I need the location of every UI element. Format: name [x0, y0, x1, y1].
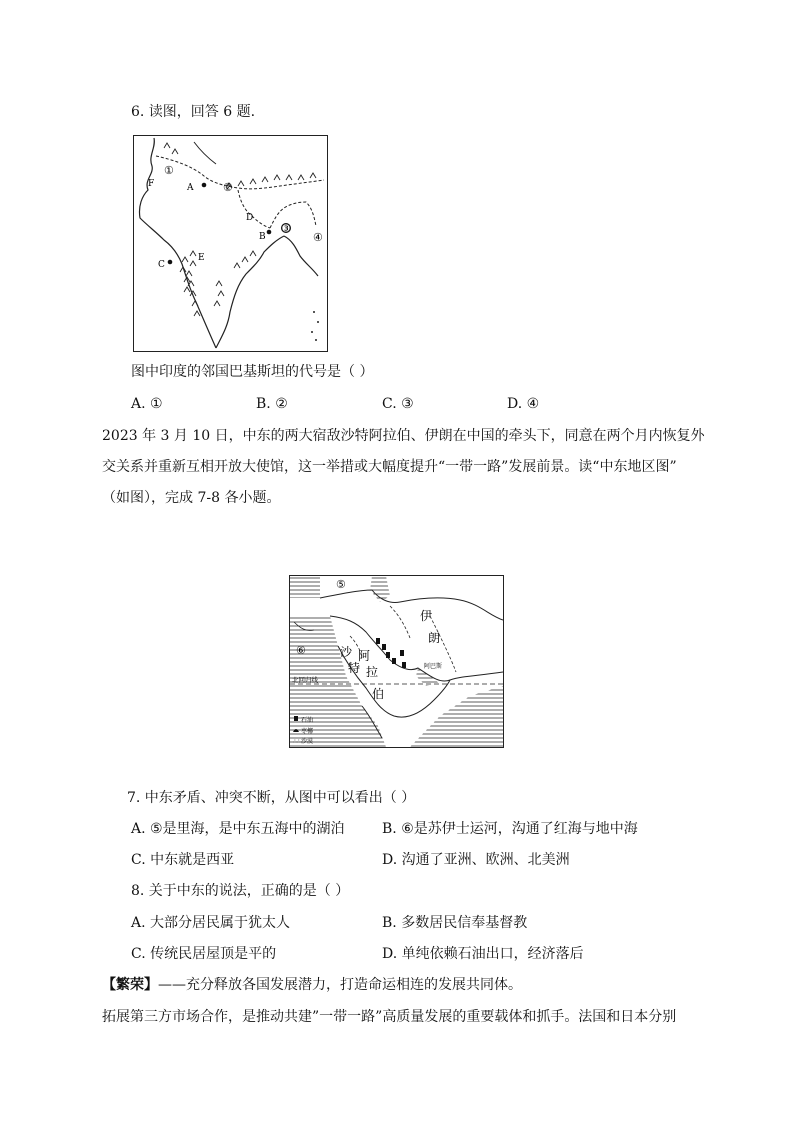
map2-label-la: 拉 — [366, 665, 379, 679]
map2-label-sha: 沙 — [340, 645, 353, 659]
q6-option-b[interactable]: B. ② — [256, 396, 288, 412]
intro-line-3: （如图），完成 7-8 各小题。 — [102, 490, 281, 506]
map1-label-4: ④ — [313, 231, 323, 244]
map2-legend-desert: 沙漠 — [301, 738, 314, 745]
map1-label-d: D — [246, 213, 254, 223]
section-line-2: 拓展第三方市场合作，是推动共建”一带一路”高质量发展的重要载体和抓手。法国和日本分别 — [102, 1009, 677, 1025]
middle-east-map — [289, 575, 504, 748]
map2-label-te: 特 — [348, 661, 361, 675]
q8-stem: 8. 关于中东的说法，正确的是（ ） — [131, 883, 350, 899]
q6-option-c[interactable]: C. ③ — [382, 396, 414, 412]
q8-option-d[interactable]: D. 单纯依赖石油出口，经济落后 — [382, 946, 584, 962]
map1-label-2: ② — [223, 181, 233, 194]
map2-label-5: ⑤ — [336, 578, 346, 591]
map2-legend-oil: 石油 — [301, 717, 314, 724]
map1-label-c: C — [158, 260, 165, 270]
intro-line-1: 2023 年 3 月 10 日，中东的两大宿敌沙特阿拉伯、伊朗在中国的牵头下，同意在两个月内恢复外 — [102, 428, 705, 444]
svg-text:∴∴: ∴∴ — [293, 738, 301, 745]
map2-label-yi: 伊 — [420, 609, 433, 623]
q8-option-c[interactable]: C. 传统民居屋顶是平的 — [131, 946, 277, 962]
q8-option-b[interactable]: B. 多数居民信奉基督教 — [382, 915, 528, 931]
q7-stem: 7. 中东矛盾、冲突不断，从图中可以看出（ ） — [127, 790, 416, 806]
south-asia-map — [133, 135, 328, 352]
intro-line-2: 交关系并重新互相开放大使馆，这一举措或大幅度提升“一带一路”发展前景。读“中东地区图” — [102, 459, 677, 475]
q6-option-d[interactable]: D. ④ — [507, 396, 540, 412]
q6-option-a[interactable]: A. ① — [131, 396, 163, 412]
map2-label-bo: 伯 — [372, 687, 385, 701]
middle-east-map-drawing — [290, 576, 503, 747]
section-heading — [102, 976, 522, 994]
map1-label-b: B — [259, 232, 266, 242]
map1-label-e: E — [198, 253, 205, 263]
map2-label-a: 阿 — [358, 649, 371, 663]
map1-label-3: ③ — [281, 222, 291, 235]
map1-label-a: A — [187, 183, 194, 193]
map2-label-abadan: 阿巴斯 — [424, 663, 443, 670]
q7-option-a[interactable]: A. ⑤是里海，是中东五海中的湖泊 — [131, 821, 345, 837]
map1-label-1: ① — [164, 164, 174, 177]
map2-label-6: ⑥ — [296, 644, 306, 657]
map2-label-lang: 朗 — [428, 631, 441, 645]
q6-stem: 6. 读图，回答 6 题. — [131, 104, 256, 120]
map1-label-f: F — [148, 179, 155, 189]
section-tag: 【繁荣】 — [102, 977, 158, 993]
map2-legend-date-palm: 枣椰 — [301, 728, 314, 735]
q7-option-b[interactable]: B. ⑥是苏伊士运河，沟通了红海与地中海 — [382, 821, 638, 837]
south-asia-map-drawing — [134, 136, 327, 351]
q7-option-d[interactable]: D. 沟通了亚洲、欧洲、北美洲 — [382, 852, 570, 868]
q7-option-c[interactable]: C. 中东就是西亚 — [131, 852, 235, 868]
section-text: ——充分释放各国发展潜力，打造命运相连的发展共同体。 — [158, 977, 522, 993]
map2-label-tropic: 北回归线 — [292, 676, 318, 684]
q8-option-a[interactable]: A. 大部分居民属于犹太人 — [131, 915, 291, 931]
q6-question: 图中印度的邻国巴基斯坦的代号是（ ） — [131, 364, 374, 380]
